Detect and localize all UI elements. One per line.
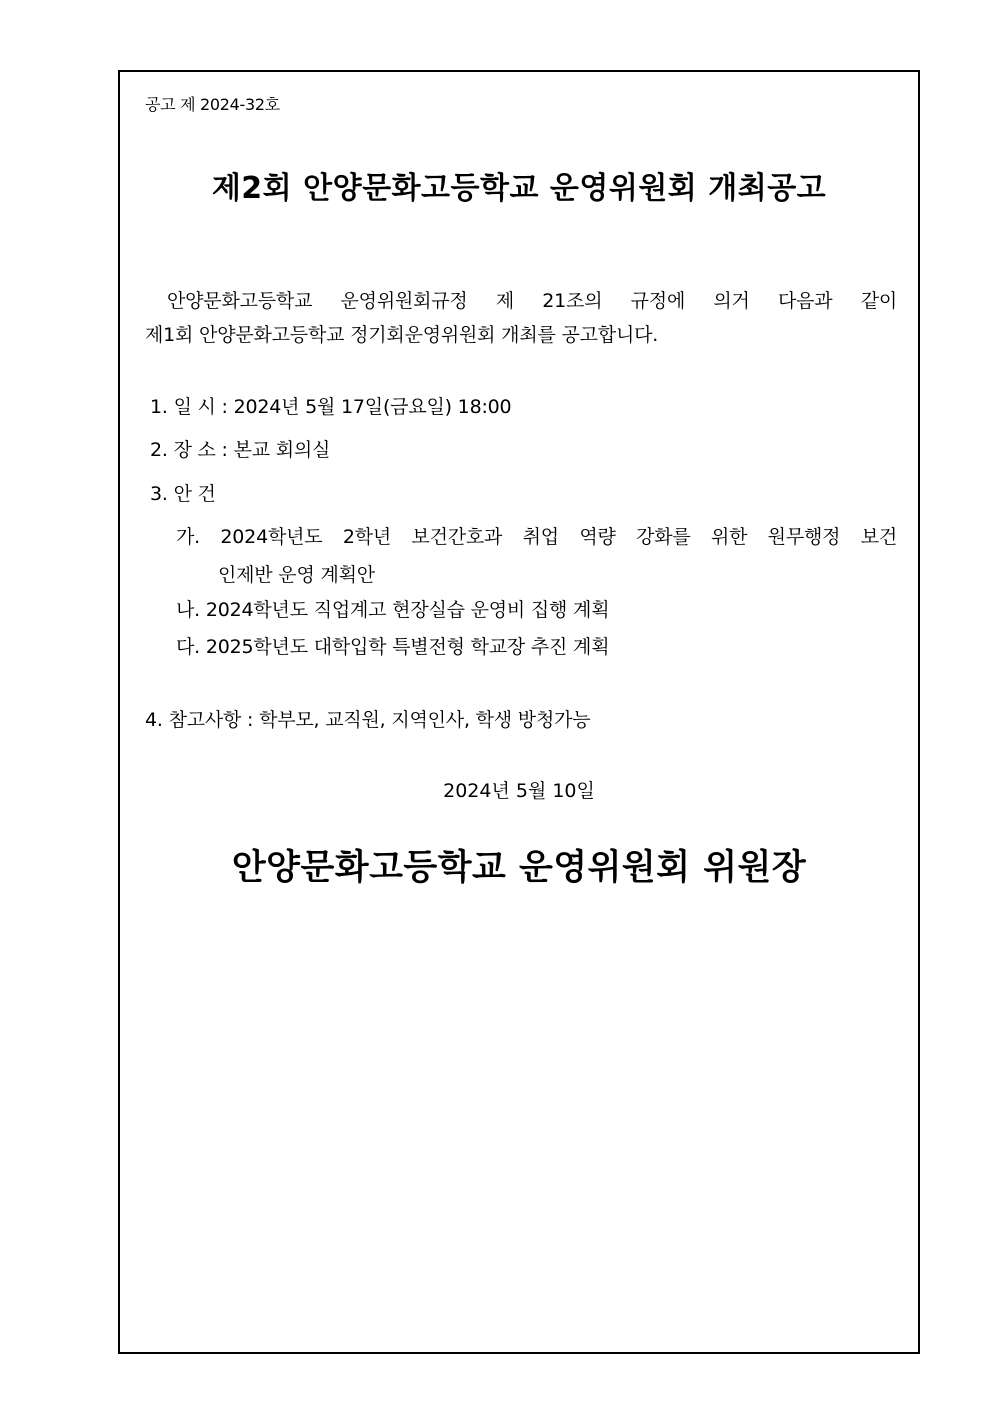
item-reference: 4. 참고사항 : 학부모, 교직원, 지역인사, 학생 방청가능 <box>145 709 591 731</box>
item-agenda-heading: 3. 안 건 <box>150 483 216 505</box>
agenda-item-na: 나. 2024학년도 직업계고 현장실습 운영비 집행 계획 <box>176 599 610 621</box>
agenda-item-ga-line-2: 인제반 운영 계획안 <box>218 564 375 586</box>
signature-line: 안양문화고등학교 운영위원회 위원장 <box>231 848 807 888</box>
item-place: 2. 장 소 : 본교 회의실 <box>150 439 331 461</box>
agenda-item-da: 다. 2025학년도 대학입학 특별전형 학교장 추진 계획 <box>176 636 610 658</box>
intro-line-1: 안양문화고등학교 운영위원회규정 제 21조의 규정에 의거 다음과 같이 <box>167 290 897 312</box>
item-time: 1. 일 시 : 2024년 5월 17일(금요일) 18:00 <box>150 396 512 418</box>
notice-number: 공고 제 2024-32호 <box>145 95 280 114</box>
agenda-item-ga <box>176 518 897 594</box>
intro-paragraph <box>145 284 897 352</box>
agenda-item-ga-line-1: 가. 2024학년도 2학년 보건간호과 취업 역량 강화를 위한 원무행정 보건 <box>176 526 897 548</box>
document-title: 제2회 안양문화고등학교 운영위원회 개최공고 <box>211 171 827 206</box>
intro-line-2: 제1회 안양문화고등학교 정기회운영위원회 개최를 공고합니다. <box>145 324 659 346</box>
notice-date: 2024년 5월 10일 <box>443 780 595 802</box>
